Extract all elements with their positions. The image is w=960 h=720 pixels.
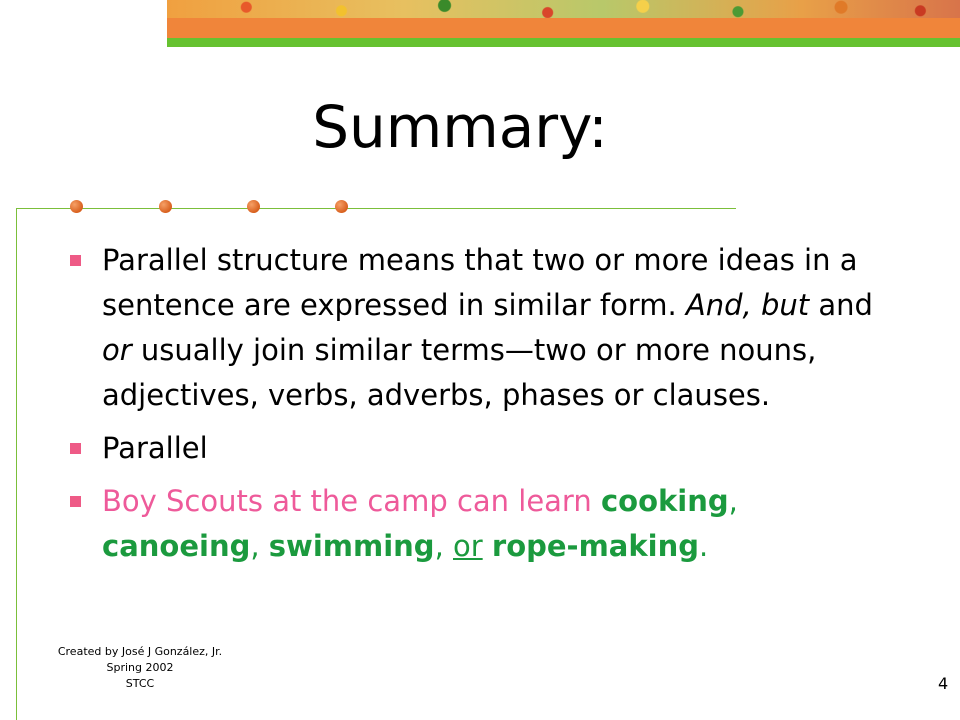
bullet-parallel-label bbox=[66, 426, 886, 471]
square-bullet-icon bbox=[70, 443, 81, 454]
example-word-canoeing: canoeing bbox=[102, 529, 251, 563]
top-green-band bbox=[167, 38, 960, 47]
top-floral-banner bbox=[167, 0, 960, 18]
footer-line-term: Spring 2002 bbox=[106, 661, 174, 674]
dot-icon bbox=[335, 200, 348, 213]
example-comma-3: , bbox=[434, 529, 453, 563]
example-word-cooking: cooking bbox=[600, 484, 729, 518]
example-period: . bbox=[699, 529, 709, 563]
example-space bbox=[483, 529, 492, 563]
definition-text-1: Parallel structure means that two or more ideas in a sentence are expressed in similar form. bbox=[102, 243, 858, 322]
definition-italic-or: or bbox=[102, 333, 132, 367]
top-orange-band bbox=[167, 18, 960, 38]
example-word-rope-making: rope-making bbox=[491, 529, 699, 563]
square-bullet-icon bbox=[70, 496, 81, 507]
definition-italic-and-but: And, but bbox=[685, 288, 810, 322]
left-vertical-rule bbox=[16, 208, 17, 720]
dot-icon bbox=[159, 200, 172, 213]
square-bullet-icon bbox=[70, 255, 81, 266]
bullet-example bbox=[66, 479, 886, 569]
example-lead: Boy Scouts at the camp can learn bbox=[102, 484, 601, 518]
slide-title: Summary: bbox=[312, 93, 608, 161]
decorative-dots bbox=[0, 200, 400, 214]
footer-line-school: STCC bbox=[125, 677, 155, 690]
dot-icon bbox=[70, 200, 83, 213]
bullet-definition bbox=[66, 238, 886, 418]
parallel-label: Parallel bbox=[102, 431, 208, 465]
definition-text-2: and bbox=[809, 288, 873, 322]
example-conjunction-or: or bbox=[453, 529, 483, 563]
example-comma-1: , bbox=[728, 484, 738, 518]
example-comma-2: , bbox=[250, 529, 269, 563]
bullet-list bbox=[66, 238, 886, 577]
dot-icon bbox=[247, 200, 260, 213]
footer-line-author: Created by José J González, Jr. bbox=[57, 645, 223, 658]
definition-text-3: usually join similar terms—two or more nouns, adjectives, verbs, adverbs, phases or clauses. bbox=[102, 333, 817, 412]
example-word-swimming: swimming bbox=[268, 529, 435, 563]
page-number: 4 bbox=[938, 674, 949, 693]
footer-credits bbox=[40, 644, 240, 692]
